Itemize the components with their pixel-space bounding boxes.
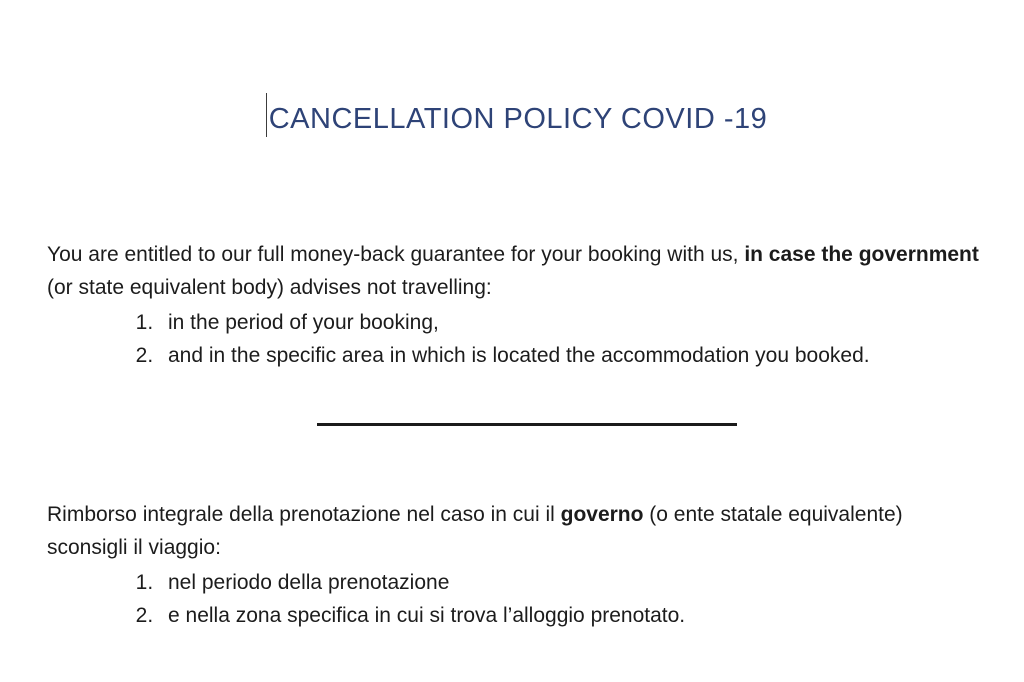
list-item[interactable]: 2. e nella zona specifica in cui si trova l’alloggio prenotato. xyxy=(159,599,986,632)
document-title-text: CANCELLATION POLICY COVID -19 xyxy=(268,103,768,135)
english-paragraph[interactable] xyxy=(47,238,986,304)
text-cursor xyxy=(266,93,267,137)
text-run: (o ente statale equivalente) sconsigli il viaggio: xyxy=(47,503,903,559)
document-title[interactable] xyxy=(47,93,986,141)
bold-text-run: in case the government xyxy=(744,243,979,266)
text-run: (or state equivalent body) advises not travelling: xyxy=(47,276,492,299)
list-item[interactable]: 1. in the period of your booking, xyxy=(159,306,986,339)
text-run: Rimborso integrale della prenotazione nel caso in cui il xyxy=(47,503,561,526)
italian-paragraph[interactable] xyxy=(47,498,986,564)
english-list[interactable] xyxy=(47,306,986,372)
bold-text-run: governo xyxy=(560,503,644,526)
divider-line xyxy=(317,423,737,426)
italian-list[interactable] xyxy=(47,566,986,632)
list-item[interactable]: 2. and in the specific area in which is located the accommodation you booked. xyxy=(159,339,986,372)
text-run: You are entitled to our full money-back guarantee for your booking with us, xyxy=(47,243,745,266)
list-item[interactable]: 1. nel periodo della prenotazione xyxy=(159,566,986,599)
